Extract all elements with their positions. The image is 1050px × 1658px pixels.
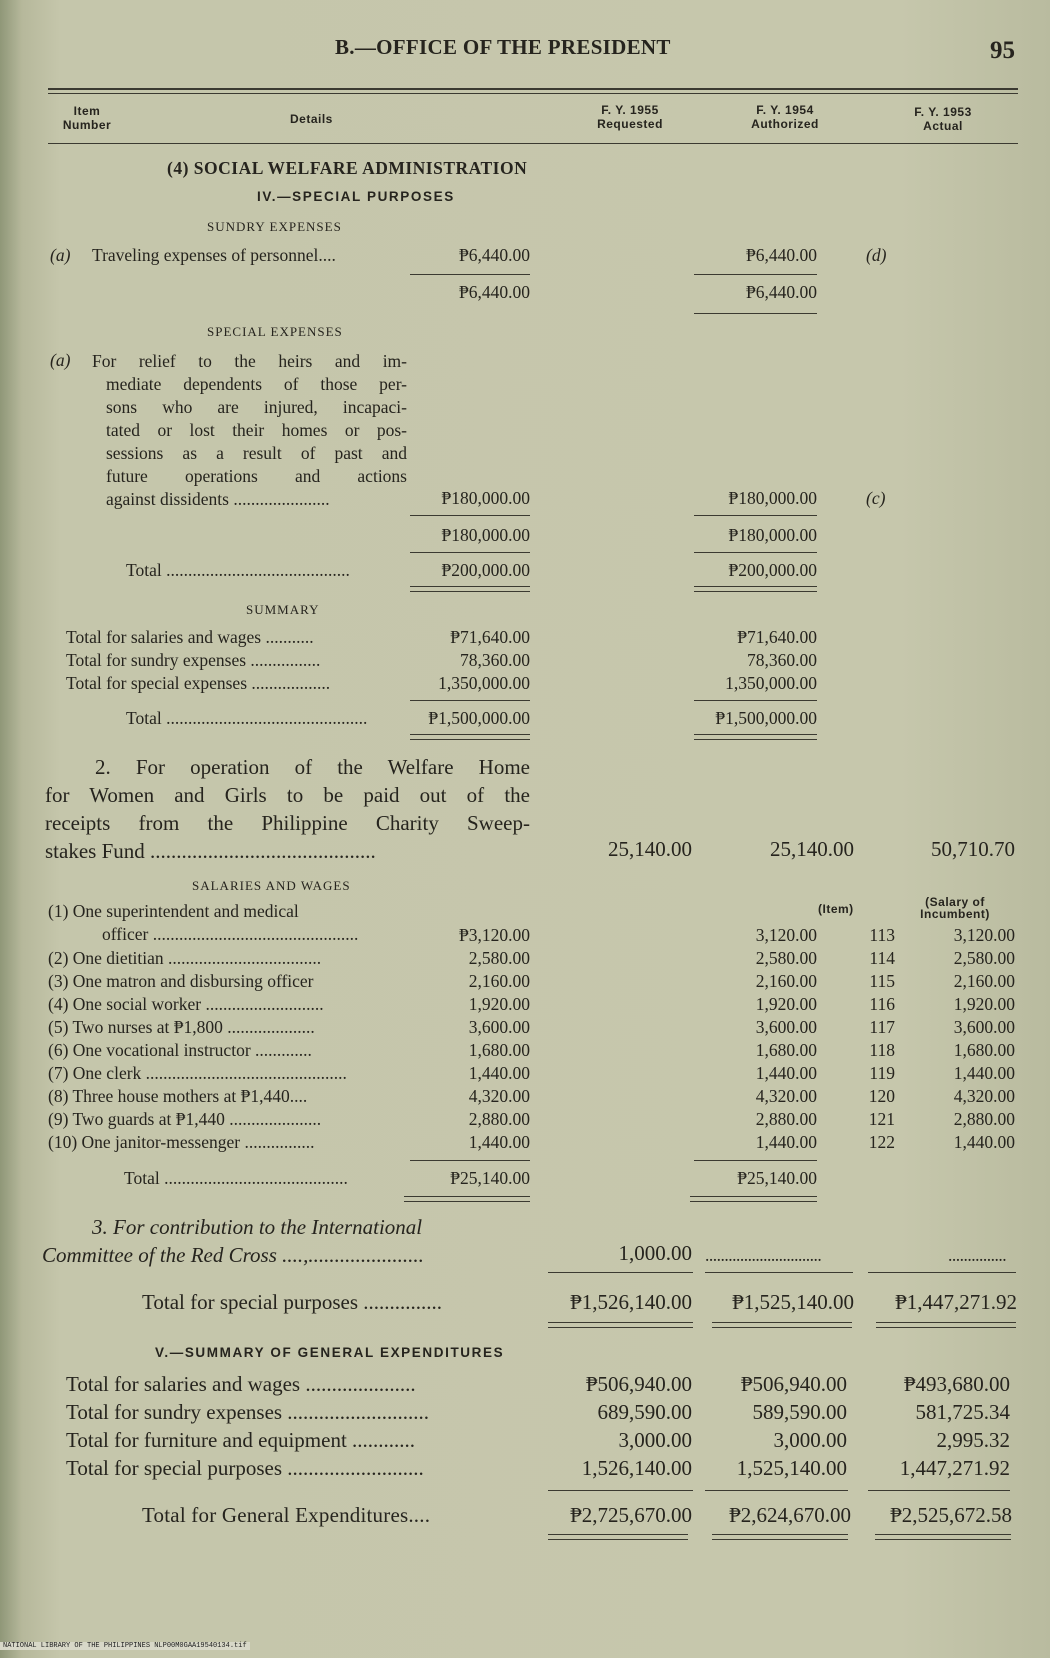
general-total-label: Total for General Expenditures.... (142, 1503, 431, 1527)
special-item-note: (c) (866, 488, 886, 508)
double-underline (410, 734, 530, 740)
underline (868, 1490, 1010, 1491)
header-rule-top (48, 88, 1018, 90)
double-underline (690, 1196, 817, 1202)
welfare-home-actual: 50,710.70 (931, 837, 1015, 861)
underline (548, 1272, 693, 1273)
summary-labels: Total for salaries and wages ........... Total for sundry expenses ................ Total for special expenses .................. (66, 627, 331, 693)
special-purposes-total-label: Total .......................................... (126, 560, 350, 580)
salary-row-1-label: (1) One superintendent and medical (48, 901, 299, 921)
sundry-subtotal: ₱6,440.00 (459, 282, 530, 302)
red-cross-authorized: .............................. (705, 1245, 822, 1265)
col-item: (Item) (818, 902, 854, 916)
summary-amounts: ₱71,640.00 78,360.00 1,350,000.00 (438, 627, 530, 693)
underline (694, 700, 817, 701)
subsection-heading: IV.—SPECIAL PURPOSES (257, 189, 455, 204)
salary-incumbent: 3,120.00 2,580.00 2,160.00 1,920.00 3,600.00 1,680.00 1,440.00 4,320.00 2,880.00 1,440.00 (953, 925, 1015, 1152)
underline (705, 1490, 848, 1491)
welfare-home-requested: 25,140.00 (608, 837, 692, 861)
double-underline (712, 1322, 852, 1328)
special-subtotal: ₱180,000.00 (441, 525, 530, 545)
salaries-heading: SALARIES AND WAGES (192, 878, 351, 893)
special-item-label: (a) (50, 350, 71, 370)
red-cross-actual: ............... (948, 1245, 1007, 1265)
underline (548, 1490, 693, 1491)
underline (410, 1160, 530, 1161)
salary-authorized: 3,120.00 2,580.00 2,160.00 1,920.00 3,600.00 1,680.00 1,440.00 4,320.00 2,880.00 1,440.00 (755, 925, 817, 1152)
summary-total: ₱1,500,000.00 (428, 708, 530, 728)
special-purposes-grand-label: Total for special purposes ............... (142, 1290, 443, 1314)
underline (694, 313, 817, 314)
general-total-authorized: ₱2,624,670.00 (729, 1503, 851, 1527)
salaries-total: ₱25,140.00 (450, 1168, 530, 1188)
underline (410, 700, 530, 701)
general-summary-actual: ₱493,680.00 581,725.34 2,995.32 1,447,271.92 (899, 1372, 1010, 1480)
special-purposes-grand-actual: ₱1,447,271.92 (895, 1290, 1017, 1314)
page-title: B.—OFFICE OF THE PRESIDENT (335, 35, 671, 59)
underline (410, 552, 530, 553)
underline (410, 274, 530, 275)
underline (868, 1272, 1016, 1273)
general-total-actual: ₱2,525,672.58 (890, 1503, 1012, 1527)
underline (694, 552, 817, 553)
header-rule-bottom (48, 143, 1018, 144)
double-underline (712, 1534, 848, 1540)
salary-row-1-cont: officer ............................................... (102, 924, 359, 944)
double-underline (410, 586, 530, 592)
section-heading: (4) SOCIAL WELFARE ADMINISTRATION (167, 158, 528, 178)
double-underline (875, 1534, 1011, 1540)
double-underline (548, 1322, 693, 1328)
double-underline (548, 1534, 688, 1540)
welfare-home-text: 2. For operation of the Welfare Home for Women and Girls to be paid out of the receipts from the Philippine Charity Sweep- stakes Fund ........................................... (45, 755, 530, 863)
sundry-heading: SUNDRY EXPENSES (207, 219, 342, 234)
red-cross-text: 3. For contribution to the International Committee of the Red Cross ....,...................... (42, 1215, 424, 1267)
general-summary-requested: ₱506,940.00 689,590.00 3,000.00 1,526,140.00 (581, 1372, 692, 1480)
sundry-item-amount: ₱6,440.00 (459, 245, 530, 265)
underline (694, 1160, 817, 1161)
scan-footer: NATIONAL LIBRARY OF THE PHILIPPINES NLP00M0GAA19540134.tif (0, 1642, 250, 1650)
special-item-authorized: ₱180,000.00 (728, 488, 817, 508)
double-underline (404, 1196, 530, 1202)
underline (410, 515, 530, 516)
salary-labels: (2) One dietitian ................................... (3) One matron and disbursing officer (4) One social worker ........................... (5) Two nurses at ₱1,800 .................... (6) One vocational instructor ............. (7) One clerk .............................................. (8) Three house mothers at ₱1,440.... (9) Two guards at ₱1,440 ..................... (10) One janitor-messenger ................ (48, 948, 347, 1152)
special-purposes-total-authorized: ₱200,000.00 (728, 560, 817, 580)
col-details: Details (290, 112, 333, 126)
special-heading: SPECIAL EXPENSES (207, 324, 343, 339)
page-number: 95 (990, 37, 1015, 64)
sundry-item-authorized: ₱6,440.00 (746, 245, 817, 265)
sundry-item-note: (d) (866, 245, 887, 265)
special-item-text: For relief to the heirs and im- mediate dependents of those per- sons who are injured, incapaci- tated or lost their homes or pos- sessions as a result of past and future operations and actions against dissidents ...................... (92, 351, 407, 509)
general-summary-labels: Total for salaries and wages ..................... Total for sundry expenses ........................... Total for furniture and equipment ............ Total for special purposes .......................... (66, 1372, 430, 1480)
col-salary-incumbent: (Salary of Incumbent) (920, 895, 990, 921)
sundry-item-text: Traveling expenses of personnel.... (92, 245, 336, 265)
summary-heading: SUMMARY (246, 602, 320, 617)
general-total-requested: ₱2,725,670.00 (570, 1503, 692, 1527)
special-purposes-grand-authorized: ₱1,525,140.00 (732, 1290, 854, 1314)
general-summary-authorized: ₱506,940.00 589,590.00 3,000.00 1,525,140.00 (736, 1372, 847, 1480)
double-underline (694, 586, 817, 592)
welfare-home-authorized: 25,140.00 (770, 837, 854, 861)
col-fy1954: F. Y. 1954 Authorized (751, 103, 819, 131)
col-fy1953: F. Y. 1953 Actual (914, 105, 972, 133)
summary-authorized: ₱71,640.00 78,360.00 1,350,000.00 (725, 627, 817, 693)
salary-amounts: ₱3,120.00 2,580.00 2,160.00 1,920.00 3,600.00 1,680.00 1,440.00 4,320.00 2,880.00 1,440.00 (459, 925, 530, 1152)
double-underline (876, 1322, 1016, 1328)
sundry-item-label: (a) (50, 245, 71, 265)
col-fy1955: F. Y. 1955 Requested (597, 103, 663, 131)
underline (694, 274, 817, 275)
salaries-total-authorized: ₱25,140.00 (737, 1168, 817, 1188)
summary-total-label: Total .............................................. (126, 708, 368, 728)
summary-total-authorized: ₱1,500,000.00 (715, 708, 817, 728)
underline (694, 515, 817, 516)
salaries-total-label: Total .......................................... (124, 1168, 348, 1188)
red-cross-requested: 1,000.00 (618, 1241, 692, 1265)
underline (705, 1272, 853, 1273)
col-item-number: Item Number (62, 104, 112, 132)
header-rule-top-2 (48, 93, 1018, 94)
general-summary-heading: V.—SUMMARY OF GENERAL EXPENDITURES (155, 1345, 505, 1360)
sundry-subtotal-authorized: ₱6,440.00 (746, 282, 817, 302)
special-subtotal-authorized: ₱180,000.00 (728, 525, 817, 545)
special-purposes-grand-requested: ₱1,526,140.00 (570, 1290, 692, 1314)
special-purposes-total: ₱200,000.00 (441, 560, 530, 580)
double-underline (694, 734, 817, 740)
special-item-amount: ₱180,000.00 (441, 488, 530, 508)
salary-items: 113 114 115 116 117 118 119 120 121 122 (868, 925, 895, 1152)
